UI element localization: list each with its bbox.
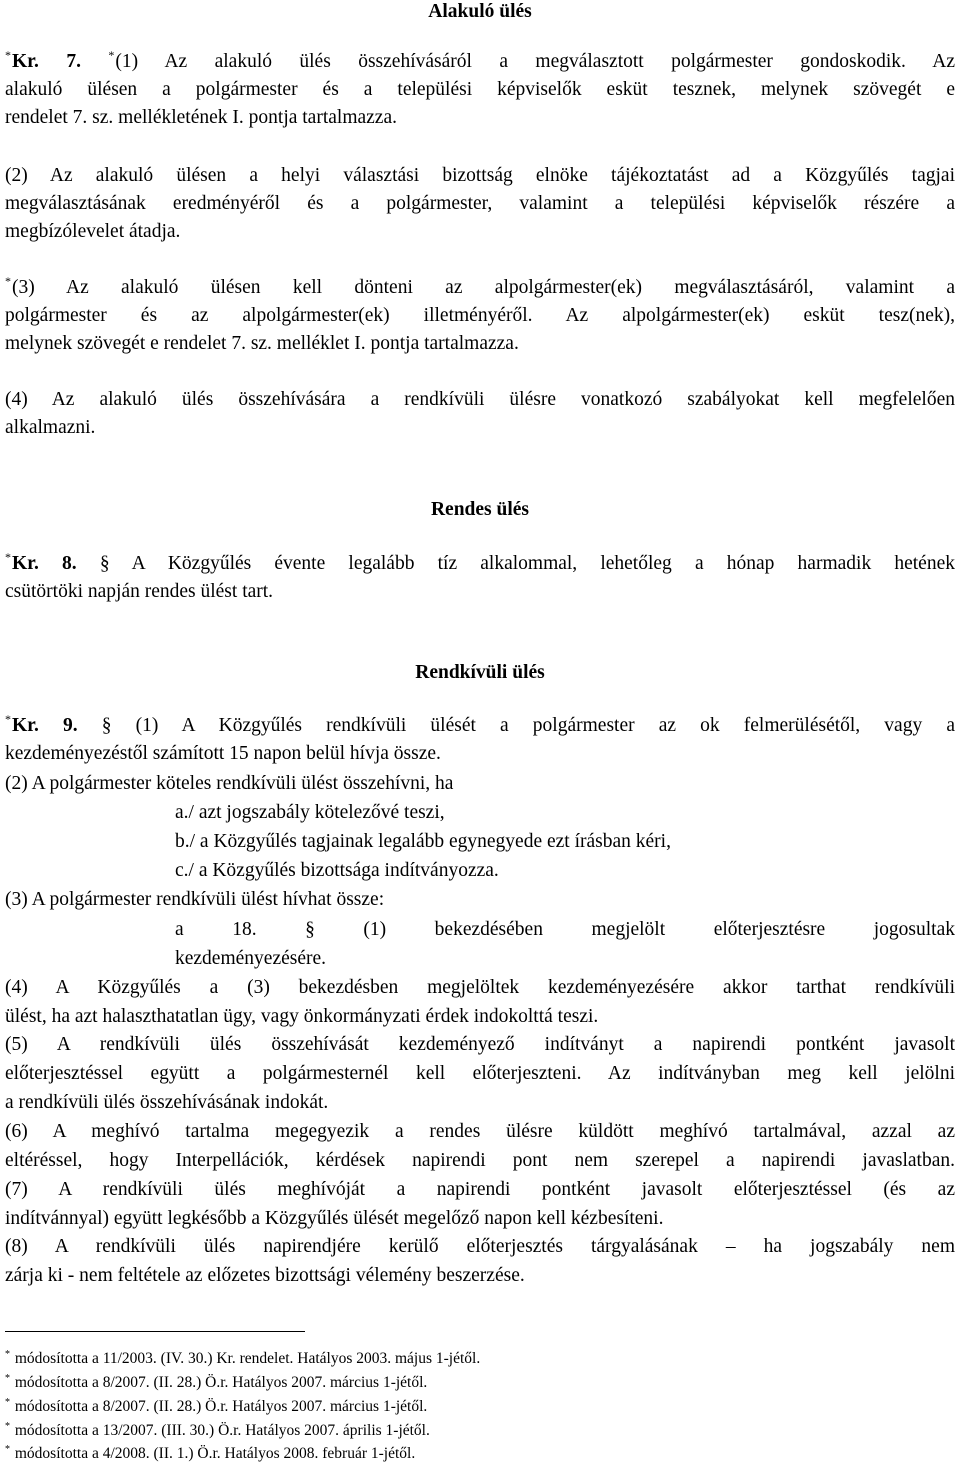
- kr7-p4-line-1: (4) Az alakuló ülés összehívására a rendkívüli ülésre vonatkozó szabályokat kell megfelelően: [5, 389, 955, 410]
- kr7-line-3: rendelet 7. sz. mellékletének I. pontja tartalmazza.: [5, 107, 397, 128]
- kr9-p4-line-2: ülést, ha azt halaszthatatlan ügy, vagy önkormányzati érdek indokolttá teszi.: [5, 1006, 599, 1027]
- kr9-p3-line-2: a 18. § (1) bekezdésében megjelölt előterjesztésre jogosultak: [175, 919, 955, 940]
- kr9-p4-line-1: (4) A Közgyűlés a (3) bekezdésben megjelöltek kezdeményezésére akkor tarthat rendkívüli: [5, 977, 955, 998]
- kr9-p5-line-2: előterjesztéssel együtt a polgármesternél kell előterjeszteni. Az indítványban meg kell jelölni: [5, 1063, 955, 1084]
- section-title-alakulo: Alakuló ülés: [428, 1, 532, 22]
- kr9-p1-line-1: *Kr. 9. § (1) A Közgyűlés rendkívüli ülését a polgármester az ok felmerülésétől, vagy a: [5, 712, 955, 736]
- kr7-p2-line-3: megbízólevelet átadja.: [5, 221, 181, 242]
- footnote-3: * módosította a 8/2007. (II. 28.) Ö.r. Hatályos 2007. március 1-jétől.: [5, 1397, 428, 1415]
- footnote-2: * módosította a 8/2007. (II. 28.) Ö.r. Hatályos 2007. március 1-jétől.: [5, 1373, 428, 1391]
- kr9-p2-item-a: a./ azt jogszabály kötelezővé teszi,: [175, 802, 445, 823]
- kr7-p3-line-1: *(3) Az alakuló ülésen kell dönteni az alpolgármester(ek) megválasztásáról, valamint a: [5, 274, 955, 298]
- kr7-p4-line-2: alkalmazni.: [5, 417, 96, 438]
- kr7-line-1: *Kr. 7. *(1) Az alakuló ülés összehívásáról a megválasztott polgármester gondoskodik. Az: [5, 48, 956, 72]
- kr7-line-2: alakuló ülésen a polgármester és a települési képviselők esküt tesznek, melynek szövegét e: [5, 79, 955, 100]
- kr9-p2-item-c: c./ a Közgyűlés bizottsága indítványozza.: [175, 860, 499, 881]
- kr7-p3-line-3: melynek szövegét e rendelet 7. sz. melléklet I. pontja tartalmazza.: [5, 333, 519, 354]
- footnote-4: * módosította a 13/2007. (III. 30.) Ö.r. Hatályos 2007. április 1-jétől.: [5, 1421, 430, 1439]
- footnote-separator: [5, 1331, 305, 1332]
- kr8-line-2: csütörtöki napján rendes ülést tart.: [5, 581, 274, 602]
- kr9-p3-line-3: kezdeményezésére.: [175, 948, 327, 969]
- kr7-p3-line-2: polgármester és az alpolgármester(ek) illetményéről. Az alpolgármester(ek) esküt tesz(nek),: [5, 305, 955, 326]
- kr9-p5-line-1: (5) A rendkívüli ülés összehívását kezdeményező indítványt a napirendi pontként javasolt: [5, 1034, 955, 1055]
- section-title-rendes: Rendes ülés: [430, 499, 530, 520]
- kr9-p8-line-2: zárja ki - nem feltétele az előzetes bizottsági vélemény beszerzése.: [5, 1265, 525, 1286]
- kr8-line-1: *Kr. 8. § A Közgyűlés évente legalább tíz alkalommal, lehetőleg a hónap harmadik hetének: [5, 550, 955, 574]
- kr9-p2-item-b: b./ a Közgyűlés tagjainak legalább egynegyede ezt írásban kéri,: [175, 831, 671, 852]
- kr9-p3-line-1: (3) A polgármester rendkívüli ülést hívhat össze:: [5, 889, 385, 910]
- kr9-p2-line-1: (2) A polgármester köteles rendkívüli ülést összehívni, ha: [5, 773, 454, 794]
- kr9-p6-line-2: eltéréssel, hogy Interpellációk, kérdések napirendi pont nem szerepel a napirendi javaslatban.: [5, 1150, 955, 1171]
- section-title-rendkivuli: Rendkívüli ülés: [415, 662, 545, 683]
- footnote-5: * módosította a 4/2008. (II. 1.) Ö.r. Hatályos 2008. február 1-jétől.: [5, 1444, 416, 1462]
- kr9-p7-line-1: (7) A rendkívüli ülés meghívóját a napirendi pontként javasolt előterjesztéssel (és az: [5, 1179, 955, 1200]
- kr9-p1-line-2: kezdeményezéstől számított 15 napon belül hívja össze.: [5, 743, 441, 764]
- kr9-p8-line-1: (8) A rendkívüli ülés napirendjére kerülő előterjesztés tárgyalásának – ha jogszabály nem: [5, 1236, 955, 1257]
- kr9-p7-line-2: indítvánnyal) együtt legkésőbb a Közgyűlés ülését megelőző napon kell kézbesíteni.: [5, 1208, 664, 1229]
- kr9-p6-line-1: (6) A meghívó tartalma megegyezik a rendes ülésre küldött meghívó tartalmával, azzal az: [5, 1121, 955, 1142]
- kr9-p5-line-3: a rendkívüli ülés összehívásának indokát.: [5, 1092, 329, 1113]
- footnote-1: * módosította a 11/2003. (IV. 30.) Kr. rendelet. Hatályos 2003. május 1-jétől.: [5, 1349, 481, 1367]
- kr7-p2-line-1: (2) Az alakuló ülésen a helyi választási bizottság elnöke tájékoztatást ad a Közgyűlés tagjai: [5, 165, 955, 186]
- kr7-p2-line-2: megválasztásának eredményéről és a polgármester, valamint a települési képviselők részére a: [5, 193, 955, 214]
